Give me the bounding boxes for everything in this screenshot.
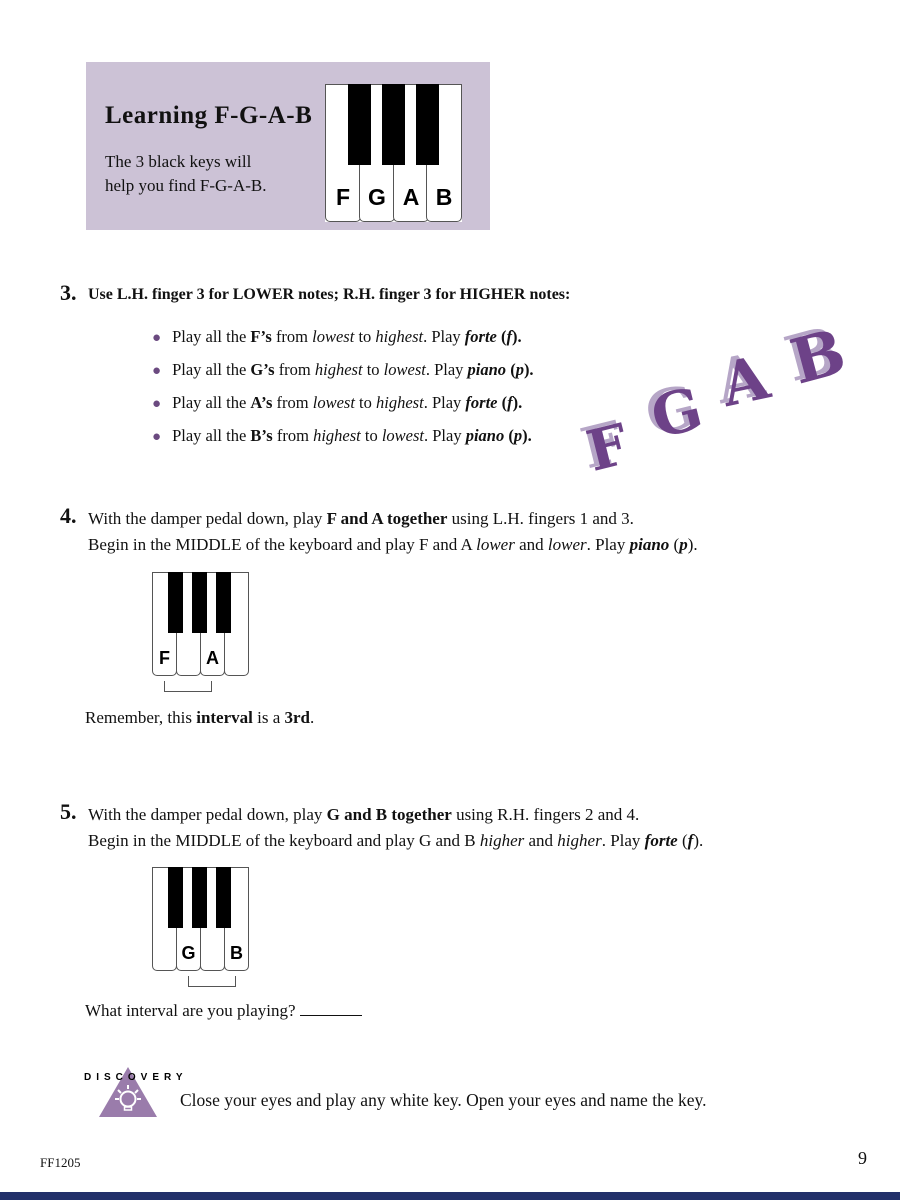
key-label: A bbox=[206, 648, 219, 668]
black-key bbox=[382, 84, 405, 165]
key-label: B bbox=[435, 184, 453, 210]
bullet-dot-icon: ● bbox=[152, 363, 162, 379]
black-key bbox=[192, 867, 207, 928]
bottom-edge-bar bbox=[0, 1192, 900, 1200]
page-title: Learning F-G-A-B bbox=[105, 102, 313, 129]
key-label: G bbox=[368, 184, 386, 210]
key-label: F bbox=[159, 648, 170, 668]
answer-blank bbox=[300, 1001, 362, 1016]
page-number: 9 bbox=[858, 1148, 867, 1168]
interval-bracket-gb bbox=[188, 976, 236, 987]
interval-question: What interval are you playing? bbox=[85, 1001, 362, 1021]
item5-number: 5. bbox=[60, 799, 77, 824]
dynamic-symbol: f bbox=[507, 393, 513, 412]
dynamic-symbol: p bbox=[513, 426, 523, 445]
bullet-play-b: ● Play all the B’s from highest to lowest. Play piano (p). bbox=[152, 426, 532, 445]
bullet-dot-icon: ● bbox=[152, 396, 162, 412]
bullet-play-a: ● Play all the A’s from lowest to highest. Play forte (f). bbox=[152, 393, 523, 412]
remember-line: Remember, this interval is a 3rd. bbox=[85, 708, 315, 727]
interval-bracket-fa bbox=[164, 681, 212, 692]
bullet-dot-icon: ● bbox=[152, 429, 162, 445]
black-key bbox=[192, 572, 207, 633]
art-letter-f: F bbox=[580, 411, 636, 485]
dynamic-symbol: p bbox=[515, 360, 524, 379]
dynamic-symbol: p bbox=[679, 535, 688, 554]
art-letter-g: G bbox=[644, 374, 710, 452]
discovery-label: DISCOVERY bbox=[84, 1072, 188, 1083]
dynamic-symbol: f bbox=[687, 831, 694, 850]
key-label: B bbox=[230, 943, 243, 963]
key-label: G bbox=[181, 943, 196, 963]
art-letter-b: B bbox=[783, 314, 853, 399]
header-description bbox=[105, 150, 266, 198]
item3-heading: Use L.H. finger 3 for LOWER notes; R.H. finger 3 for HIGHER notes: bbox=[88, 286, 571, 303]
item3-number: 3. bbox=[60, 280, 77, 305]
keyboard-diagram-fa bbox=[152, 572, 249, 676]
bullet-play-g: ● Play all the G’s from highest to lowest. Play piano (p). bbox=[152, 360, 534, 379]
dynamic-symbol: f bbox=[506, 327, 512, 346]
catalog-code: FF1205 bbox=[40, 1155, 81, 1170]
item4-number: 4. bbox=[60, 503, 77, 528]
item4-line1: With the damper pedal down, play F and A together using L.H. fingers 1 and 3. bbox=[88, 509, 634, 528]
key-label: F bbox=[335, 184, 351, 210]
header-description-line2: help you find F-G-A-B. bbox=[105, 176, 267, 196]
black-key bbox=[348, 84, 371, 165]
item5-line1: With the damper pedal down, play G and B together using R.H. fingers 2 and 4. bbox=[88, 805, 640, 824]
item4-line2: Begin in the MIDDLE of the keyboard and play F and A lower and lower. Play piano (p). bbox=[88, 535, 698, 554]
black-key bbox=[216, 572, 231, 633]
item5-line2: Begin in the MIDDLE of the keyboard and play G and B higher and higher. Play forte (f). bbox=[88, 831, 704, 850]
art-letter-a: A bbox=[715, 342, 776, 422]
header-description-line1: The 3 black keys will bbox=[105, 152, 252, 171]
black-key bbox=[168, 867, 183, 928]
black-key bbox=[216, 867, 231, 928]
bullet-dot-icon: ● bbox=[152, 330, 162, 346]
discovery-text: Close your eyes and play any white key. Open your eyes and name the key. bbox=[180, 1090, 707, 1110]
keyboard-diagram-fgab bbox=[325, 84, 462, 222]
key-label: A bbox=[402, 184, 420, 210]
lesson-header-box bbox=[86, 62, 490, 230]
black-key bbox=[168, 572, 183, 633]
bullet-play-f: ● Play all the F’s from lowest to highest. Play forte (f). bbox=[152, 327, 522, 346]
keyboard-diagram-gb bbox=[152, 867, 249, 971]
black-key bbox=[416, 84, 439, 165]
